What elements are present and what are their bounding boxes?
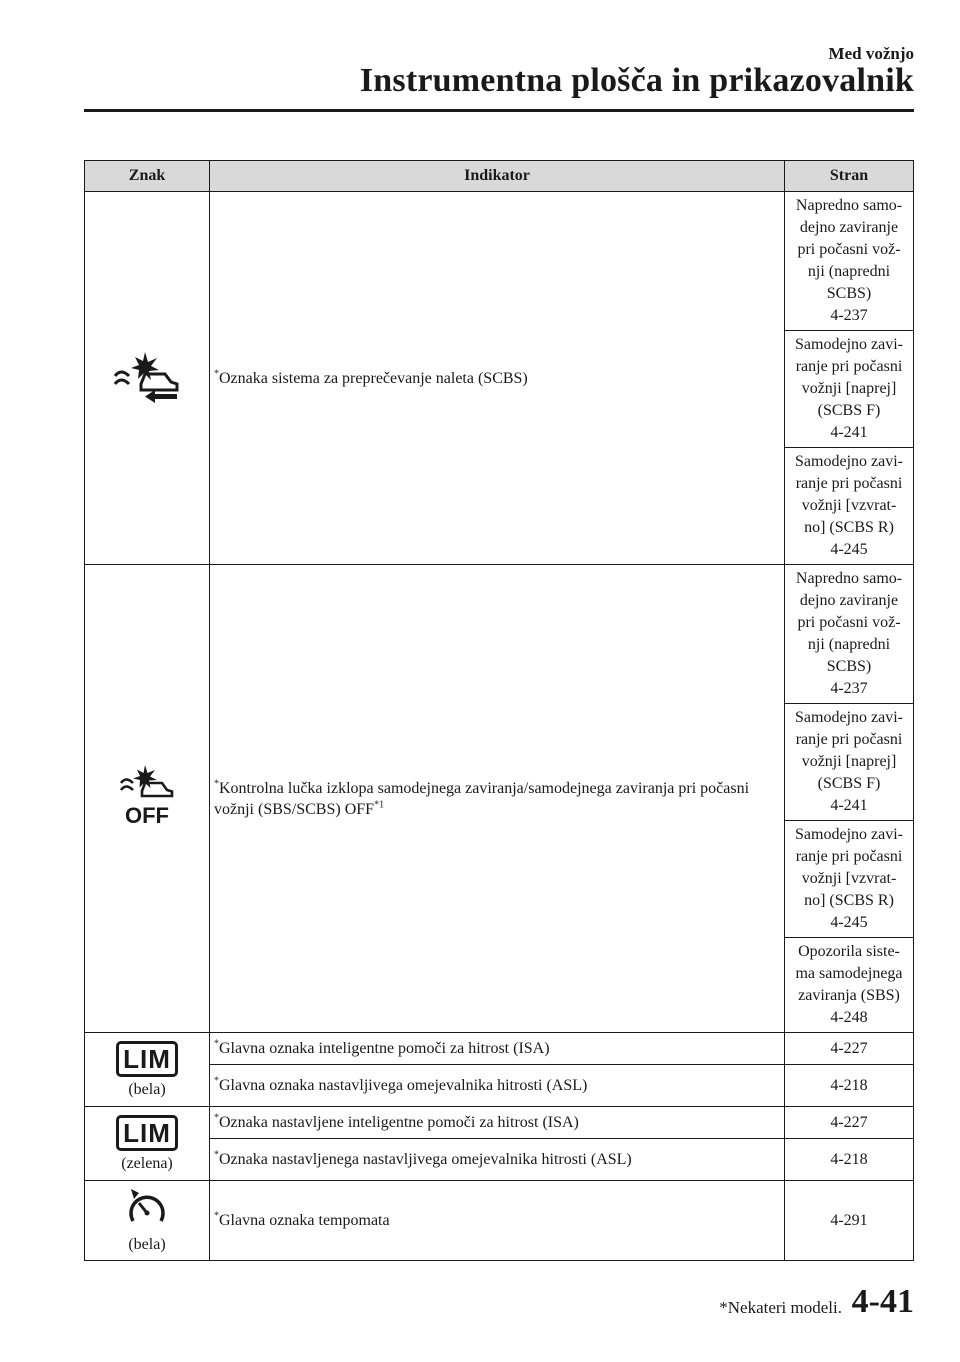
page-reference: Samodejno zavi- ranje pri počasni vožnji [vzvrat- no] (SCBS R) 4-245	[785, 821, 914, 938]
indicator-cell: *Glavna oznaka inteligentne pomoči za hitrost (ISA)	[210, 1033, 785, 1065]
header-divider	[84, 109, 914, 112]
color-label: (bela)	[128, 1080, 166, 1098]
page-reference: Samodejno zavi- ranje pri počasni vožnji [naprej] (SCBS F) 4-241	[785, 331, 914, 448]
page-reference: Napredno samo- dejno zaviranje pri počasni vož- nji (napredni SCBS) 4-237	[785, 192, 914, 331]
page-reference: 4-227	[785, 1107, 914, 1139]
color-label: (bela)	[128, 1236, 166, 1253]
indicator-cell: *Glavna oznaka tempomata	[210, 1181, 785, 1261]
cruise-control-icon	[125, 1187, 169, 1227]
indicator-cell: *Kontrolna lučka izklopa samodejnega zaviranja/samodejnega zaviranja pri počasni vožnji (SBS/SCBS) OFF$^{*1}$	[210, 565, 785, 1033]
page-title: Instrumentna plošča in prikazovalnik	[359, 62, 914, 99]
scbs-icon	[111, 348, 183, 404]
column-header-symbol: Znak	[85, 161, 210, 192]
symbol-cell	[85, 1107, 210, 1181]
page-reference: Samodejno zavi- ranje pri počasni vožnji [vzvrat- no] (SCBS R) 4-245	[785, 448, 914, 565]
indicator-cell: *Oznaka nastavljene inteligentne pomoči za hitrost (ISA)	[210, 1107, 785, 1139]
page-number: 4-41	[851, 1283, 914, 1320]
page-reference: 4-291	[785, 1181, 914, 1261]
symbol-cell	[85, 565, 210, 1033]
page-reference: Samodejno zavi- ranje pri počasni vožnji [naprej] (SCBS F) 4-241	[785, 704, 914, 821]
section-label: Med vožnjo	[828, 44, 914, 63]
page-reference: 4-218	[785, 1065, 914, 1107]
table-header-row	[85, 161, 914, 192]
page-reference: 4-227	[785, 1033, 914, 1065]
table-row	[85, 1107, 914, 1139]
page-reference: Napredno samo- dejno zaviranje pri počasni vož- nji (napredni SCBS) 4-237	[785, 565, 914, 704]
symbol-cell	[85, 1033, 210, 1107]
svg-text:OFF: OFF	[125, 803, 169, 828]
symbol-cell	[85, 1181, 210, 1261]
indicator-table	[84, 160, 914, 1261]
column-header-page: Stran	[785, 161, 914, 192]
indicator-cell: *Oznaka nastavljenega nastavljivega omejevalnika hitrosti (ASL)	[210, 1139, 785, 1181]
page-reference: Opozorila siste- ma samodejnega zaviranja (SBS) 4-248	[785, 938, 914, 1033]
color-label: (zelena)	[121, 1154, 173, 1172]
table-row	[85, 192, 914, 331]
table-row	[85, 1139, 914, 1181]
scbs-off-icon	[117, 763, 177, 829]
indicator-cell: *Oznaka sistema za preprečevanje naleta (SCBS)	[210, 192, 785, 565]
table-row	[85, 1033, 914, 1065]
table-row	[85, 1065, 914, 1107]
lim-icon: LIM	[116, 1041, 178, 1077]
lim-icon: LIM	[116, 1115, 178, 1151]
table-row	[85, 1181, 914, 1261]
footnote: *Nekateri modeli.	[719, 1298, 842, 1317]
column-header-indicator: Indikator	[210, 161, 785, 192]
table-row	[85, 565, 914, 704]
symbol-cell	[85, 192, 210, 565]
indicator-cell: *Glavna oznaka nastavljivega omejevalnika hitrosti (ASL)	[210, 1065, 785, 1107]
page-reference: 4-218	[785, 1139, 914, 1181]
